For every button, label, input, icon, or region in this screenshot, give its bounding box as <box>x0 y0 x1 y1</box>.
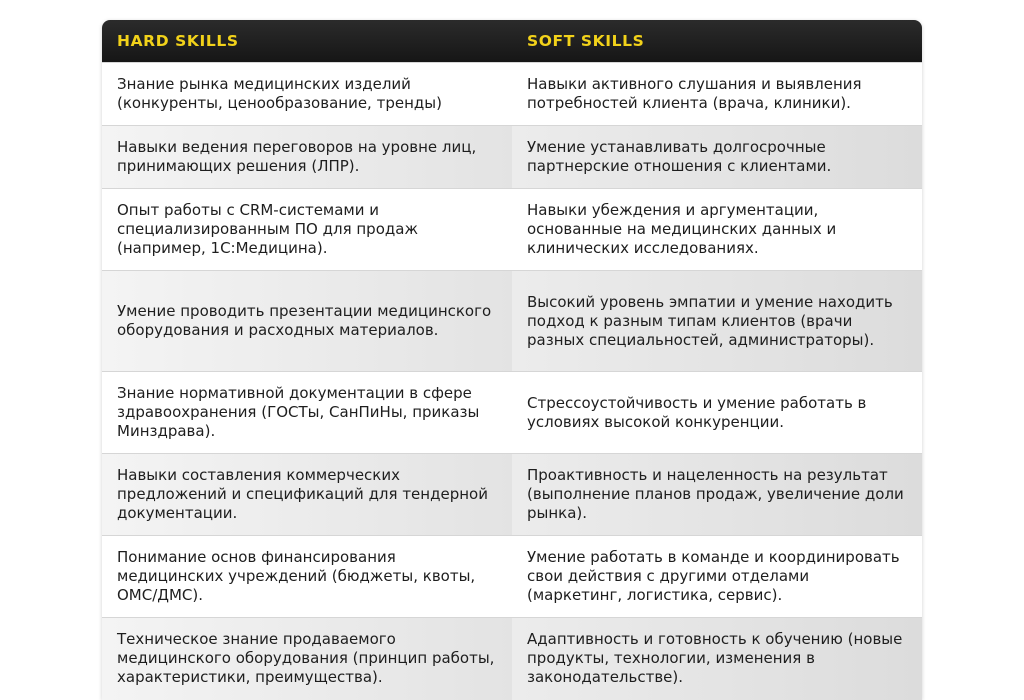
table-row <box>102 126 922 189</box>
hard-skill-cell: Навыки составления коммерческих предложений и спецификаций для тендерной документации. <box>102 454 512 536</box>
soft-skill-cell: Проактивность и нацеленность на результат (выполнение планов продаж, увеличение доли рынка). <box>512 454 922 536</box>
table-row <box>102 454 922 536</box>
hard-skill-cell: Понимание основ финансирования медицинских учреждений (бюджеты, квоты, ОМС/ДМС). <box>102 536 512 618</box>
header-row <box>102 20 922 63</box>
soft-skill-cell: Высокий уровень эмпатии и умение находить подход к разным типам клиентов (врачи разных специальностей, администраторы). <box>512 271 922 372</box>
table-row <box>102 372 922 454</box>
soft-skill-cell: Навыки активного слушания и выявления потребностей клиента (врача, клиники). <box>512 63 922 126</box>
soft-skill-cell: Умение устанавливать долгосрочные партнерские отношения с клиентами. <box>512 126 922 189</box>
soft-skill-cell: Стрессоустойчивость и умение работать в условиях высокой конкуренции. <box>512 372 922 454</box>
hard-skill-cell: Знание нормативной документации в сфере здравоохранения (ГОСТы, СанПиНы, приказы Минздрава). <box>102 372 512 454</box>
skills-table-container <box>102 20 922 700</box>
soft-skill-cell: Навыки убеждения и аргументации, основанные на медицинских данных и клинических исследованиях. <box>512 189 922 271</box>
table-row <box>102 618 922 700</box>
header-hard-skills: HARD SKILLS <box>102 20 512 63</box>
table-row <box>102 63 922 126</box>
hard-skill-cell: Знание рынка медицинских изделий (конкуренты, ценообразование, тренды) <box>102 63 512 126</box>
soft-skill-cell: Умение работать в команде и координировать свои действия с другими отделами (маркетинг, логистика, сервис). <box>512 536 922 618</box>
hard-skill-cell: Техническое знание продаваемого медицинского оборудования (принцип работы, характеристики, преимущества). <box>102 618 512 700</box>
skills-table <box>102 20 922 700</box>
hard-skill-cell: Навыки ведения переговоров на уровне лиц, принимающих решения (ЛПР). <box>102 126 512 189</box>
table-row <box>102 189 922 271</box>
soft-skill-cell: Адаптивность и готовность к обучению (новые продукты, технологии, изменения в законодательстве). <box>512 618 922 700</box>
table-header <box>102 20 922 63</box>
table-body <box>102 63 922 700</box>
hard-skill-cell: Опыт работы с CRM-системами и специализированным ПО для продаж (например, 1С:Медицина). <box>102 189 512 271</box>
hard-skill-cell: Умение проводить презентации медицинского оборудования и расходных материалов. <box>102 271 512 372</box>
table-row <box>102 271 922 372</box>
header-soft-skills: SOFT SKILLS <box>512 20 922 63</box>
table-row <box>102 536 922 618</box>
